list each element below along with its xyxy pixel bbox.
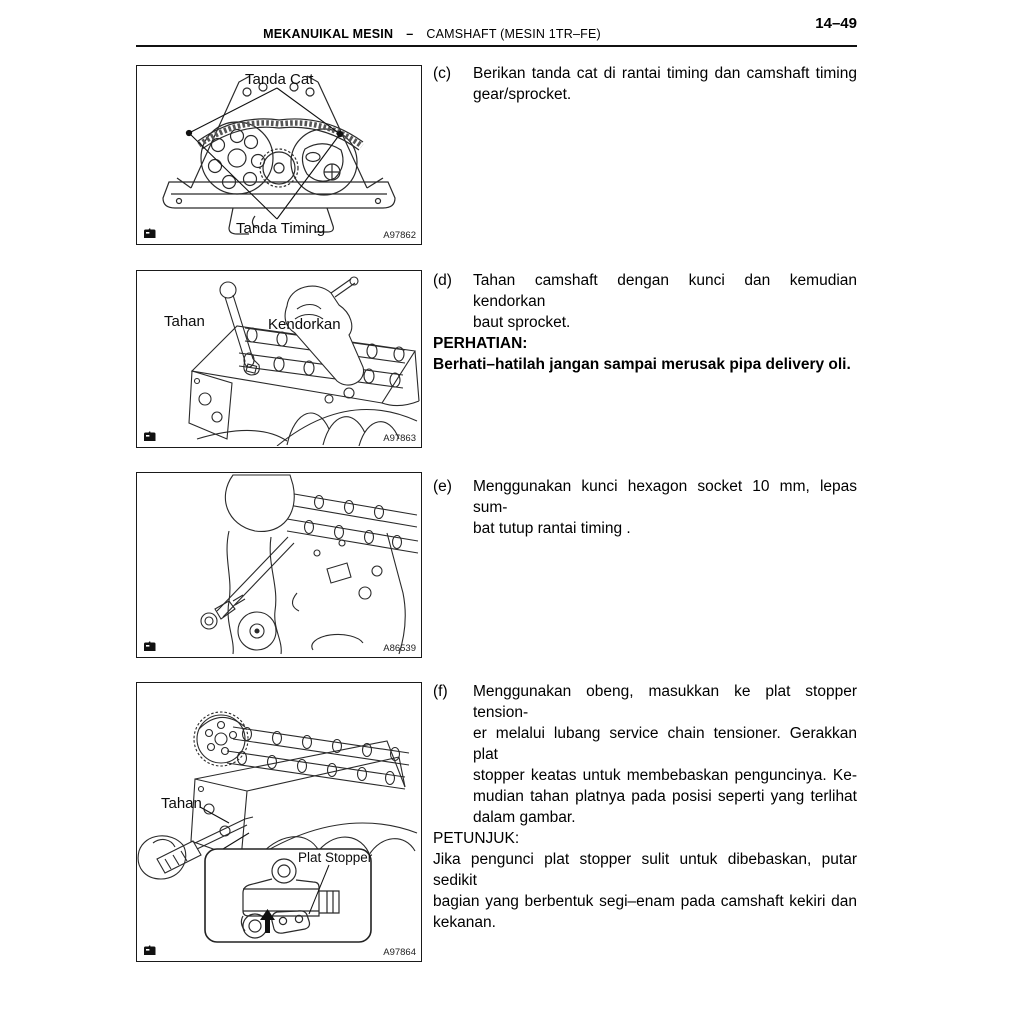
figure-code: A86539 <box>383 643 416 654</box>
step-text-line: Menggunakan obeng, masukkan ke plat stopper tension- <box>473 683 857 721</box>
step-marker: (f) <box>433 683 448 700</box>
figure-code: A97862 <box>383 230 416 241</box>
step-marker: (d) <box>433 272 452 289</box>
step-c <box>433 63 857 105</box>
label-plat-stopper: Plat Stopper <box>298 850 373 865</box>
label-tanda-cat: Tanda Cat <box>245 71 314 88</box>
step-text-line: mudian tahan platnya pada posisi seperti yang terlihat <box>473 788 857 805</box>
figure-code: A97864 <box>383 947 416 958</box>
header-separator: – <box>406 27 414 41</box>
publisher-mark-icon <box>143 945 157 956</box>
label-tahan: Tahan <box>161 795 202 812</box>
engine-side-illustration <box>137 473 420 656</box>
publisher-mark-icon <box>143 431 157 442</box>
step-text-line: bat tutup rantai timing . <box>473 520 631 537</box>
step-text-line: Berikan tanda cat di rantai timing dan camshaft timing <box>473 65 857 82</box>
hint-text-line: bagian yang berbentuk segi–enam pada camshaft kekiri dan <box>433 893 857 910</box>
engine-front-illustration <box>137 66 420 243</box>
timing-mark-callout-lines <box>186 88 342 219</box>
caution-text: Berhati–hatilah jangan sampai merusak pipa delivery oli. <box>433 356 851 373</box>
hint-text-line: Jika pengunci plat stopper sulit untuk dibebaskan, putar sedikit <box>433 851 857 889</box>
step-f <box>433 681 857 933</box>
header-rule <box>136 45 857 47</box>
step-text-line: gear/sprocket. <box>473 86 572 103</box>
figure-remove-plug <box>136 472 422 658</box>
step-marker: (e) <box>433 478 452 495</box>
engine-top-illustration <box>137 271 420 446</box>
label-tahan: Tahan <box>164 313 205 330</box>
step-text-line: Menggunakan kunci hexagon socket 10 mm, lepas sum- <box>473 478 857 516</box>
figure-code: A97863 <box>383 433 416 444</box>
hint-title: PETUNJUK: <box>433 830 520 847</box>
figure-timing-marks <box>136 65 422 245</box>
subsection-title: CAMSHAFT (MESIN 1TR–FE) <box>426 27 601 41</box>
step-marker: (c) <box>433 65 452 82</box>
section-title: MEKANUIKAL MESIN <box>263 27 394 41</box>
step-text-line: er melalui lubang service chain tensioner. Gerakkan plat <box>473 725 857 763</box>
publisher-mark-icon <box>143 641 157 652</box>
page-number: 14–49 <box>815 15 857 32</box>
step-text-line: dalam gambar. <box>473 809 576 826</box>
publisher-mark-icon <box>143 228 157 239</box>
figure-hold-loosen <box>136 270 422 448</box>
step-d <box>433 270 857 375</box>
header-title <box>0 27 864 41</box>
step-text-line: baut sprocket. <box>473 314 571 331</box>
step-text-line: stopper keatas untuk membebaskan penguncinya. Ke- <box>473 767 857 784</box>
label-tanda-timing: Tanda Timing <box>236 220 326 237</box>
figure-plat-stopper <box>136 682 422 962</box>
caution-title: PERHATIAN: <box>433 335 528 352</box>
hint-text-line: kekanan. <box>433 914 496 931</box>
step-e <box>433 476 857 539</box>
engine-tensioner-illustration <box>137 683 420 960</box>
step-text-line: Tahan camshaft dengan kunci dan kemudian kendorkan <box>473 272 857 310</box>
label-kendorkan: Kendorkan <box>268 316 341 333</box>
